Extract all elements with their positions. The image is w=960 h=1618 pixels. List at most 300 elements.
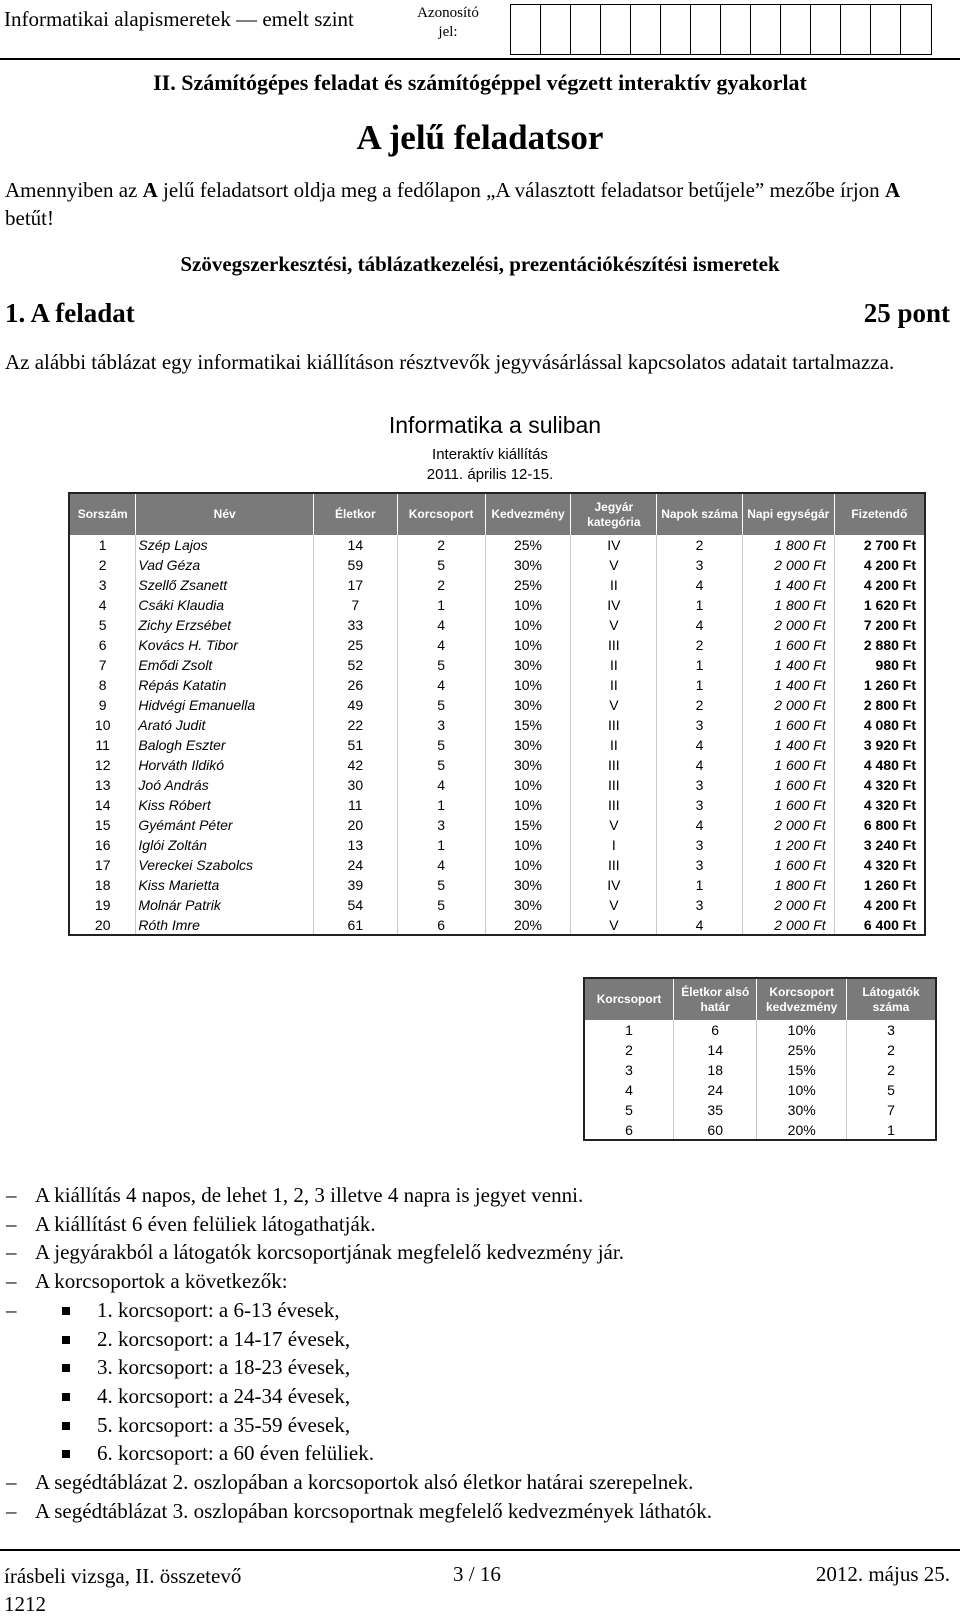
table-cell: 3	[397, 715, 485, 735]
table-cell: 11	[313, 795, 397, 815]
table-cell: 2 000 Ft	[742, 915, 834, 935]
table-cell: Szellő Zsanett	[136, 575, 314, 595]
table-cell: 10%	[485, 855, 571, 875]
table-cell: 25%	[485, 535, 571, 555]
table-row	[69, 735, 925, 755]
id-box	[841, 5, 871, 54]
table-cell: 5	[397, 655, 485, 675]
table-cell: 10%	[485, 635, 571, 655]
column-header: Napok száma	[657, 493, 743, 535]
table-cell: 980 Ft	[875, 657, 916, 673]
table-cell: Molnár Patrik	[136, 895, 314, 915]
table-cell: 5	[397, 735, 485, 755]
table-cell: 30%	[485, 735, 571, 755]
table-cell: III	[571, 755, 657, 775]
table-cell: II	[571, 655, 657, 675]
table-cell: 16	[69, 835, 136, 855]
id-box	[871, 5, 901, 54]
table-row	[584, 1040, 936, 1060]
table-cell: 3	[657, 835, 743, 855]
column-header: Korcsoport	[397, 493, 485, 535]
age-group-item: 4. korcsoport: a 24-34 évesek,	[0, 1382, 712, 1411]
table-cell: 1 260 Ft	[863, 877, 916, 893]
table-cell: 20%	[485, 915, 571, 935]
table-cell: 2 000 Ft	[742, 615, 834, 635]
table-cell: 1 600 Ft	[742, 715, 834, 735]
age-group-table	[583, 977, 937, 1141]
table-cell: 2 700 Ft	[863, 537, 916, 553]
table-cell: 9	[69, 695, 136, 715]
table-cell: Zichy Erzsébet	[136, 615, 314, 635]
header-rule	[0, 58, 960, 60]
column-header: Életkor alsó határ	[674, 978, 757, 1020]
table-cell: 1 400 Ft	[742, 575, 834, 595]
age-groups-list	[0, 1296, 712, 1468]
table-cell: 2	[657, 635, 743, 655]
table-cell: Kiss Marietta	[136, 875, 314, 895]
table-cell: 33	[313, 615, 397, 635]
table-cell: 15	[69, 815, 136, 835]
table-cell: 4	[584, 1080, 674, 1100]
table-row	[69, 635, 925, 655]
table-row	[69, 575, 925, 595]
id-boxes	[510, 4, 932, 55]
sheet-date: 2011. április 12-15.	[426, 466, 554, 483]
table-cell: 2	[657, 695, 743, 715]
age-group-item: 6. korcsoport: a 60 éven felüliek.	[0, 1439, 712, 1468]
table-cell: 5	[397, 875, 485, 895]
table-cell: 4	[397, 775, 485, 795]
id-label: Azonosító jel:	[417, 5, 479, 40]
age-group-item: 3. korcsoport: a 18-23 évesek,	[0, 1353, 712, 1382]
table-cell: 4	[397, 675, 485, 695]
intro-paragraph	[5, 176, 950, 232]
footer-exam-code: 1212	[4, 1592, 46, 1616]
table-cell: 39	[313, 875, 397, 895]
table-cell: 20	[69, 915, 136, 935]
table-cell: 1 800 Ft	[742, 595, 834, 615]
rules-list	[0, 1181, 712, 1525]
column-header: Korcsoport	[584, 978, 674, 1020]
table-cell: 6	[584, 1120, 674, 1140]
table-cell: 4	[657, 735, 743, 755]
page-number: 3 / 16	[453, 1562, 501, 1586]
table-cell: 4	[397, 615, 485, 635]
table-cell: 1	[397, 795, 485, 815]
table-cell: 1	[657, 875, 743, 895]
table-cell: 10%	[757, 1080, 847, 1100]
list-item: – A segédtáblázat 3. oszlopában korcsoportnak megfelelő kedvezmények láthatók.	[0, 1497, 712, 1526]
intro-text: Amennyiben az	[5, 178, 143, 202]
table-cell: 30%	[485, 555, 571, 575]
table-cell: 1 260 Ft	[863, 677, 916, 693]
table-cell: 22	[313, 715, 397, 735]
table-cell: 18	[674, 1060, 757, 1080]
table-cell: 1	[657, 655, 743, 675]
table-cell: 1 600 Ft	[742, 855, 834, 875]
table-cell: V	[571, 695, 657, 715]
table-cell: 5	[397, 895, 485, 915]
table-cell: 5	[584, 1100, 674, 1120]
table-row	[69, 795, 925, 815]
table-cell: 30%	[757, 1100, 847, 1120]
table-cell: 24	[674, 1080, 757, 1100]
table-cell: 3	[657, 795, 743, 815]
table-cell: III	[571, 775, 657, 795]
table-cell: 61	[313, 915, 397, 935]
table-cell: 49	[313, 695, 397, 715]
table-cell: 25%	[485, 575, 571, 595]
table-cell: Répás Katatin	[136, 675, 314, 695]
table-cell: V	[571, 555, 657, 575]
table-cell: 14	[69, 795, 136, 815]
table-cell: 10%	[485, 795, 571, 815]
table-cell: 2 000 Ft	[742, 555, 834, 575]
section-title: II. Számítógépes feladat és számítógéppel végzett interaktív gyakorlat	[153, 70, 807, 95]
visitor-table	[68, 492, 926, 936]
table-cell: 12	[69, 755, 136, 775]
table-cell: 18	[69, 875, 136, 895]
column-header: Fizetendő	[834, 493, 925, 535]
table-cell: 3	[657, 715, 743, 735]
table-cell: 10%	[757, 1020, 847, 1040]
table-cell: 20%	[757, 1120, 847, 1140]
table-cell: 30	[313, 775, 397, 795]
table-cell: 15%	[757, 1060, 847, 1080]
table-cell: 1 600 Ft	[742, 795, 834, 815]
table-cell: 3	[657, 855, 743, 875]
table-cell: III	[571, 715, 657, 735]
table-cell: 30%	[485, 875, 571, 895]
table-cell: 1 200 Ft	[742, 835, 834, 855]
table-cell: 17	[313, 575, 397, 595]
table-cell: 30%	[485, 695, 571, 715]
table-cell: 5	[887, 1082, 895, 1098]
id-box	[541, 5, 571, 54]
table-cell: V	[571, 615, 657, 635]
table-row	[69, 875, 925, 895]
intro-bold: A	[142, 178, 158, 202]
table-cell: 15%	[485, 715, 571, 735]
table-cell: Arató Judit	[136, 715, 314, 735]
table-cell: 4 480 Ft	[863, 757, 916, 773]
table-cell: III	[571, 635, 657, 655]
table-row	[69, 615, 925, 635]
table-cell: 2	[887, 1042, 895, 1058]
id-box	[901, 5, 931, 54]
table-cell: II	[571, 575, 657, 595]
age-group-item: – 1. korcsoport: a 6-13 évesek,	[0, 1296, 712, 1325]
id-box	[751, 5, 781, 54]
table-cell: 7	[69, 655, 136, 675]
table-row	[584, 1060, 936, 1080]
table-header-row	[584, 978, 936, 1020]
table-cell: 1 400 Ft	[742, 735, 834, 755]
table-cell: 3	[397, 815, 485, 835]
table-row	[69, 835, 925, 855]
table-cell: 8	[69, 675, 136, 695]
column-header: Jegyár kategória	[571, 493, 657, 535]
intro-bold: A	[884, 178, 901, 202]
table-cell: 15%	[485, 815, 571, 835]
table-row	[69, 775, 925, 795]
list-item: – A jegyárakból a látogatók korcsoportjának megfelelő kedvezmény jár.	[0, 1238, 712, 1267]
table-cell: 1	[887, 1121, 895, 1138]
table-cell: 4	[69, 595, 136, 615]
table-cell: 4	[397, 635, 485, 655]
table-cell: 25%	[757, 1040, 847, 1060]
table-cell: 1 800 Ft	[742, 535, 834, 555]
table-cell: 2 000 Ft	[742, 895, 834, 915]
table-cell: 7	[887, 1102, 895, 1118]
table-row	[69, 895, 925, 915]
table-cell: 4	[657, 915, 743, 935]
id-box	[661, 5, 691, 54]
table-row	[69, 555, 925, 575]
table-row	[69, 755, 925, 775]
table-cell: 1 400 Ft	[742, 675, 834, 695]
table-cell: 2 000 Ft	[742, 815, 834, 835]
table-cell: 4	[397, 855, 485, 875]
id-box	[571, 5, 601, 54]
table-cell: 4 200 Ft	[863, 557, 916, 573]
table-cell: Csáki Klaudia	[136, 595, 314, 615]
column-header: Napi egységár	[742, 493, 834, 535]
table-row	[584, 1020, 936, 1040]
table-cell: I	[571, 835, 657, 855]
table-row	[69, 675, 925, 695]
age-groups-item	[0, 1296, 712, 1468]
table-row	[69, 655, 925, 675]
table-cell: 6	[674, 1020, 757, 1040]
table-cell: 1	[397, 595, 485, 615]
table-cell: 5	[397, 695, 485, 715]
table-cell: 13	[313, 835, 397, 855]
table-cell: 30%	[485, 655, 571, 675]
table-cell: V	[571, 895, 657, 915]
table-cell: 1 800 Ft	[742, 875, 834, 895]
list-item	[0, 1267, 712, 1296]
sheet-subtitle: Interaktív kiállítás	[432, 446, 548, 463]
table-row	[69, 815, 925, 835]
table-cell: II	[571, 675, 657, 695]
table-cell: Vad Géza	[136, 555, 314, 575]
table-cell: IV	[571, 535, 657, 555]
table-cell: 3	[887, 1022, 895, 1038]
table-cell: Horváth Ildikó	[136, 755, 314, 775]
intro-text: betűt!	[5, 206, 54, 230]
table-cell: 3	[584, 1060, 674, 1080]
table-cell: 6 800 Ft	[863, 817, 916, 833]
table-cell: 1	[69, 535, 136, 555]
table-cell: 11	[69, 735, 136, 755]
table-cell: 30%	[485, 895, 571, 915]
table-cell: V	[571, 815, 657, 835]
table-cell: 1	[397, 835, 485, 855]
id-box	[811, 5, 841, 54]
table-cell: 1 600 Ft	[742, 635, 834, 655]
table-cell: 5	[397, 755, 485, 775]
table-cell: II	[571, 735, 657, 755]
table-cell: 4 080 Ft	[863, 717, 916, 733]
list-item-text: A korcsoportok a következők:	[35, 1269, 288, 1294]
age-group-item: 2. korcsoport: a 14-17 évesek,	[0, 1325, 712, 1354]
table-cell: 35	[674, 1100, 757, 1120]
table-cell: V	[571, 915, 657, 935]
table-cell: Gyémánt Péter	[136, 815, 314, 835]
table-cell: 10%	[485, 595, 571, 615]
subject-heading: Szövegszerkesztési, táblázatkezelési, prezentációkészítési ismeretek	[180, 252, 780, 276]
table-cell: 10%	[485, 835, 571, 855]
table-cell: 26	[313, 675, 397, 695]
column-header: Kedvezmény	[485, 493, 571, 535]
id-box	[511, 5, 541, 54]
table-cell: 7 200 Ft	[863, 617, 916, 633]
table-row	[584, 1100, 936, 1120]
task-points: 25 pont	[863, 298, 950, 328]
table-cell: 1	[584, 1020, 674, 1040]
table-cell: 20	[313, 815, 397, 835]
table-cell: 42	[313, 755, 397, 775]
table-cell: III	[571, 855, 657, 875]
table-cell: 14	[313, 535, 397, 555]
table-cell: 2	[584, 1040, 674, 1060]
list-item: – A kiállítást 6 éven felüliek látogathatják.	[0, 1210, 712, 1239]
header-title: Informatikai alapismeretek — emelt szint	[4, 7, 354, 31]
table-cell: 4 200 Ft	[863, 577, 916, 593]
table-cell: 6 400 Ft	[863, 916, 916, 933]
table-cell: 5	[397, 555, 485, 575]
table-cell: 59	[313, 555, 397, 575]
footer-date: 2012. május 25.	[815, 1562, 950, 1586]
id-box	[631, 5, 661, 54]
table-cell: 1 600 Ft	[742, 775, 834, 795]
table-cell: 17	[69, 855, 136, 875]
task-label: 1. A feladat	[5, 298, 135, 328]
column-header: Sorszám	[69, 493, 136, 535]
id-box	[781, 5, 811, 54]
table-cell: Iglói Zoltán	[136, 835, 314, 855]
table-cell: Emődi Zsolt	[136, 655, 314, 675]
sheet-title: Informatika a suliban	[388, 412, 602, 438]
table-cell: 52	[313, 655, 397, 675]
table-cell: 1	[657, 595, 743, 615]
table-cell: 2 880 Ft	[863, 637, 916, 653]
table-row	[69, 695, 925, 715]
table-header-row	[69, 493, 925, 535]
table-row	[69, 595, 925, 615]
footer-rule	[0, 1549, 960, 1551]
table-cell: 4 320 Ft	[863, 777, 916, 793]
table-cell: 2	[657, 535, 743, 555]
table-cell: 4 320 Ft	[863, 797, 916, 813]
table-cell: 4 320 Ft	[863, 857, 916, 873]
table-cell: IV	[571, 875, 657, 895]
id-box	[721, 5, 751, 54]
table-cell: Kiss Róbert	[136, 795, 314, 815]
table-cell: 10	[69, 715, 136, 735]
footer-exam-info	[4, 1562, 241, 1618]
table-row	[69, 535, 925, 555]
table-cell: 2	[397, 575, 485, 595]
table-cell: Szép Lajos	[136, 535, 314, 555]
table-row	[584, 1080, 936, 1100]
table-cell: Kovács H. Tibor	[136, 635, 314, 655]
column-header: Név	[136, 493, 314, 535]
table-cell: IV	[571, 595, 657, 615]
intro-text: jelű feladatsort oldja meg a fedőlapon „A választott feladatsor betűjele” mezőbe írjon	[157, 178, 885, 202]
task-description: Az alábbi táblázat egy informatikai kiállításon résztvevők jegyvásárlással kapcsolatos adatait tartalmazza.	[5, 350, 895, 374]
table-cell: 19	[69, 895, 136, 915]
table-cell: 6	[69, 635, 136, 655]
table-cell: 30%	[485, 755, 571, 775]
table-cell: 4	[657, 815, 743, 835]
table-cell: 25	[313, 635, 397, 655]
column-header: Életkor	[313, 493, 397, 535]
table-row	[69, 715, 925, 735]
table-cell: 3	[657, 895, 743, 915]
table-cell: 10%	[485, 615, 571, 635]
table-cell: 3	[657, 555, 743, 575]
table-cell: 3 920 Ft	[863, 737, 916, 753]
column-header: Korcsoport kedvezmény	[757, 978, 847, 1020]
table-cell: 13	[69, 775, 136, 795]
page-header	[0, 0, 960, 60]
table-cell: Róth Imre	[136, 915, 314, 935]
table-cell: 5	[69, 615, 136, 635]
id-box	[601, 5, 631, 54]
table-cell: Vereckei Szabolcs	[136, 855, 314, 875]
footer-exam-name: írásbeli vizsga, II. összetevő	[4, 1564, 242, 1588]
table-cell: 2	[887, 1062, 895, 1078]
table-cell: 2 000 Ft	[742, 695, 834, 715]
table-cell: 1 620 Ft	[863, 597, 916, 613]
table-cell: 4	[657, 615, 743, 635]
table-cell: 4	[657, 755, 743, 775]
table-cell: 2	[69, 555, 136, 575]
table-cell: 2	[397, 535, 485, 555]
table-cell: 6	[397, 915, 485, 935]
table-cell: 4 200 Ft	[863, 897, 916, 913]
table-cell: 3	[657, 775, 743, 795]
table-cell: 3	[69, 575, 136, 595]
age-group-item: 5. korcsoport: a 35-59 évesek,	[0, 1411, 712, 1440]
table-row	[69, 915, 925, 935]
table-cell: Balogh Eszter	[136, 735, 314, 755]
table-cell: 1	[657, 675, 743, 695]
table-cell: 1 400 Ft	[742, 655, 834, 675]
list-item: – A segédtáblázat 2. oszlopában a korcsoportok alsó életkor határai szerepelnek.	[0, 1468, 712, 1497]
table-cell: 10%	[485, 775, 571, 795]
table-cell: 2 800 Ft	[863, 697, 916, 713]
table-row	[69, 855, 925, 875]
table-cell: Joó András	[136, 775, 314, 795]
table-cell: 54	[313, 895, 397, 915]
table-cell: 3 240 Ft	[863, 837, 916, 853]
list-item: – A kiállítás 4 napos, de lehet 1, 2, 3 illetve 4 napra is jegyet venni.	[0, 1181, 712, 1210]
table-cell: 51	[313, 735, 397, 755]
table-cell: 1 600 Ft	[742, 755, 834, 775]
table-cell: 10%	[485, 675, 571, 695]
column-header: Látogatók száma	[847, 978, 936, 1020]
table-cell: 60	[674, 1120, 757, 1140]
table-cell: 4	[657, 575, 743, 595]
table-cell: 14	[674, 1040, 757, 1060]
id-box	[691, 5, 721, 54]
table-row	[584, 1120, 936, 1140]
table-cell: 7	[313, 595, 397, 615]
table-cell: 24	[313, 855, 397, 875]
